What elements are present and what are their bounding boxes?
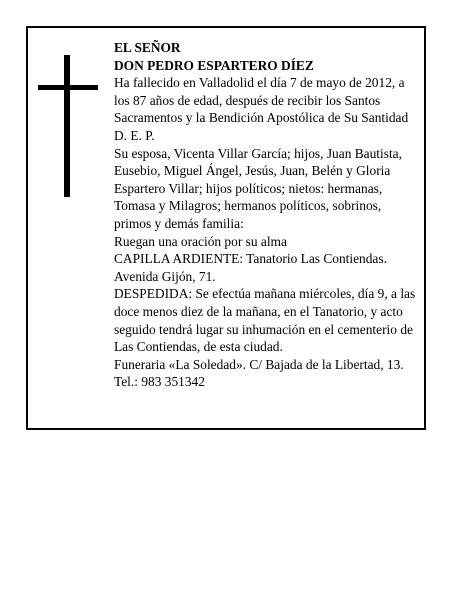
death-announcement: Ha fallecido en Valladolid el día 7 de mayo de 2012, a los 87 años de edad, después de recibir los Santos Sacramentos y la Bendición Apostólica de Su Santidad D. E. P. [114,75,409,143]
chapel-info: CAPILLA ARDIENTE: Tanatorio Las Contiendas. Avenida Gijón, 71. [114,251,387,284]
cross-icon [38,55,98,197]
funeral-home-info: Funeraria «La Soledad». C/ Bajada de la Libertad, 13. Tel.: 983 351342 [114,356,404,390]
deceased-name: DON PEDRO ESPARTERO DÍEZ [114,57,314,73]
heading-title: EL SEÑOR [114,40,181,55]
prayer-request: Ruegan una oración por su alma [114,233,287,249]
family-list: Su esposa, Vicenta Villar García; hijos, Juan Bautista, Eusebio, Miguel Ángel, Jesús, Juan, Belén y Gloria Espartero Villar; hijos políticos; nietos: hermanas, Tomasa y Milagros; hermanos políticos, sobrinos, primos y demás familia: [114,145,402,231]
cross-vertical-bar [64,55,70,197]
cross-horizontal-bar [38,85,98,90]
obituary-text [114,39,420,391]
farewell-info: DESPEDIDA: Se efectúa mañana miércoles, día 9, a las doce menos diez de la mañana, en el Tanatorio, y acto seguido tendrá lugar su inhumación en el cementerio de Las Contiendas, de esta ciudad. [114,286,416,355]
